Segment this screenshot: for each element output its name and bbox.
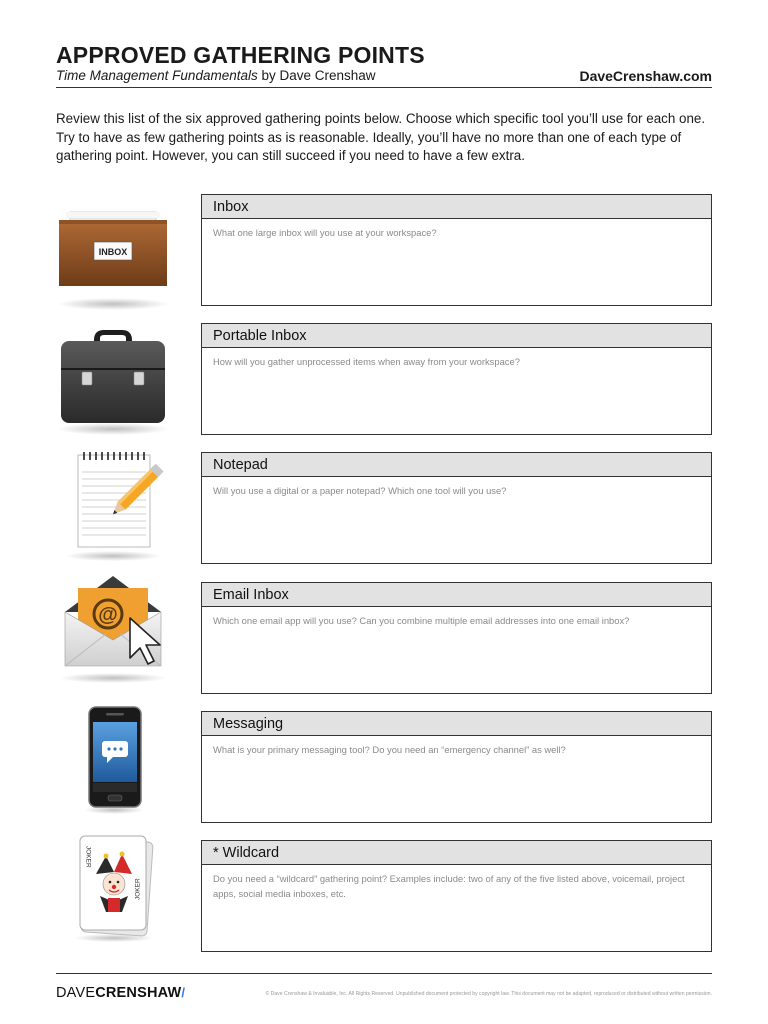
email-inbox-section [201, 582, 712, 694]
email-inbox-section-title: Email Inbox [202, 583, 711, 607]
email-inbox-answer-field[interactable]: Which one email app will you use? Can you combine multiple email addresses into one email inbox? [213, 615, 630, 626]
notepad-section-title: Notepad [202, 453, 711, 477]
copyright-notice: © Dave Crenshaw & Invaluable, Inc. All Rights Reserved. Unpublished document protected by copyright law. This document may not be adapted, reproduced or distributed without written permission. [265, 991, 712, 997]
logo-first-name: DAVE [56, 985, 96, 1001]
logo-accent-mark: / [181, 985, 186, 1000]
smartphone-messaging-icon [56, 704, 170, 816]
joker-label-top: JOKER [84, 846, 92, 868]
joker-card-icon [56, 832, 170, 944]
footer-divider [56, 973, 712, 974]
notepad-pencil-icon [56, 452, 170, 564]
site-link[interactable]: DaveCrenshaw.com [579, 68, 712, 84]
portable-inbox-section [201, 323, 712, 435]
header-divider [56, 87, 712, 88]
inbox-label: INBOX [98, 247, 128, 257]
briefcase-icon [56, 326, 170, 438]
inbox-answer-field[interactable]: What one large inbox will you use at your workspace? [213, 227, 437, 238]
wildcard-answer-field[interactable]: Do you need a “wildcard” gathering point? Examples include: two of any of the five listed above, voicemail, project apps, social media inboxes, etc. [213, 873, 685, 899]
svg-text:@: @ [98, 604, 118, 626]
wildcard-section-title: * Wildcard [202, 841, 711, 865]
page-title: APPROVED GATHERING POINTS [56, 42, 425, 68]
author: by Dave Crenshaw [257, 68, 376, 83]
joker-label-bottom: JOKER [134, 878, 142, 900]
messaging-section-title: Messaging [202, 712, 711, 736]
subtitle [56, 68, 376, 83]
book-title: Time Management Fundamentals [56, 68, 258, 83]
footer-logo [56, 985, 185, 1001]
notepad-section [201, 452, 712, 564]
portable-inbox-answer-field[interactable]: How will you gather unprocessed items when away from your workspace? [213, 356, 520, 367]
portable-inbox-section-title: Portable Inbox [202, 324, 711, 348]
email-envelope-icon [56, 574, 170, 686]
intro-paragraph: Review this list of the six approved gathering points below. Choose which specific tool you’ll use for each one. Try to have as few gathering points as is reasonable. Ideally, you’ll have no more than one of each type of gathering point. However, you can still succeed if you need to have a few extra. [56, 111, 706, 163]
logo-last-name: CRENSHAW [95, 985, 182, 1001]
inbox-box-icon [56, 200, 170, 312]
inbox-section-title: Inbox [202, 195, 711, 219]
inbox-section [201, 194, 712, 306]
messaging-section [201, 711, 712, 823]
wildcard-section [201, 840, 712, 952]
notepad-answer-field[interactable]: Will you use a digital or a paper notepad? Which one tool will you use? [213, 485, 507, 496]
messaging-answer-field[interactable]: What is your primary messaging tool? Do you need an “emergency channel” as well? [213, 744, 566, 755]
